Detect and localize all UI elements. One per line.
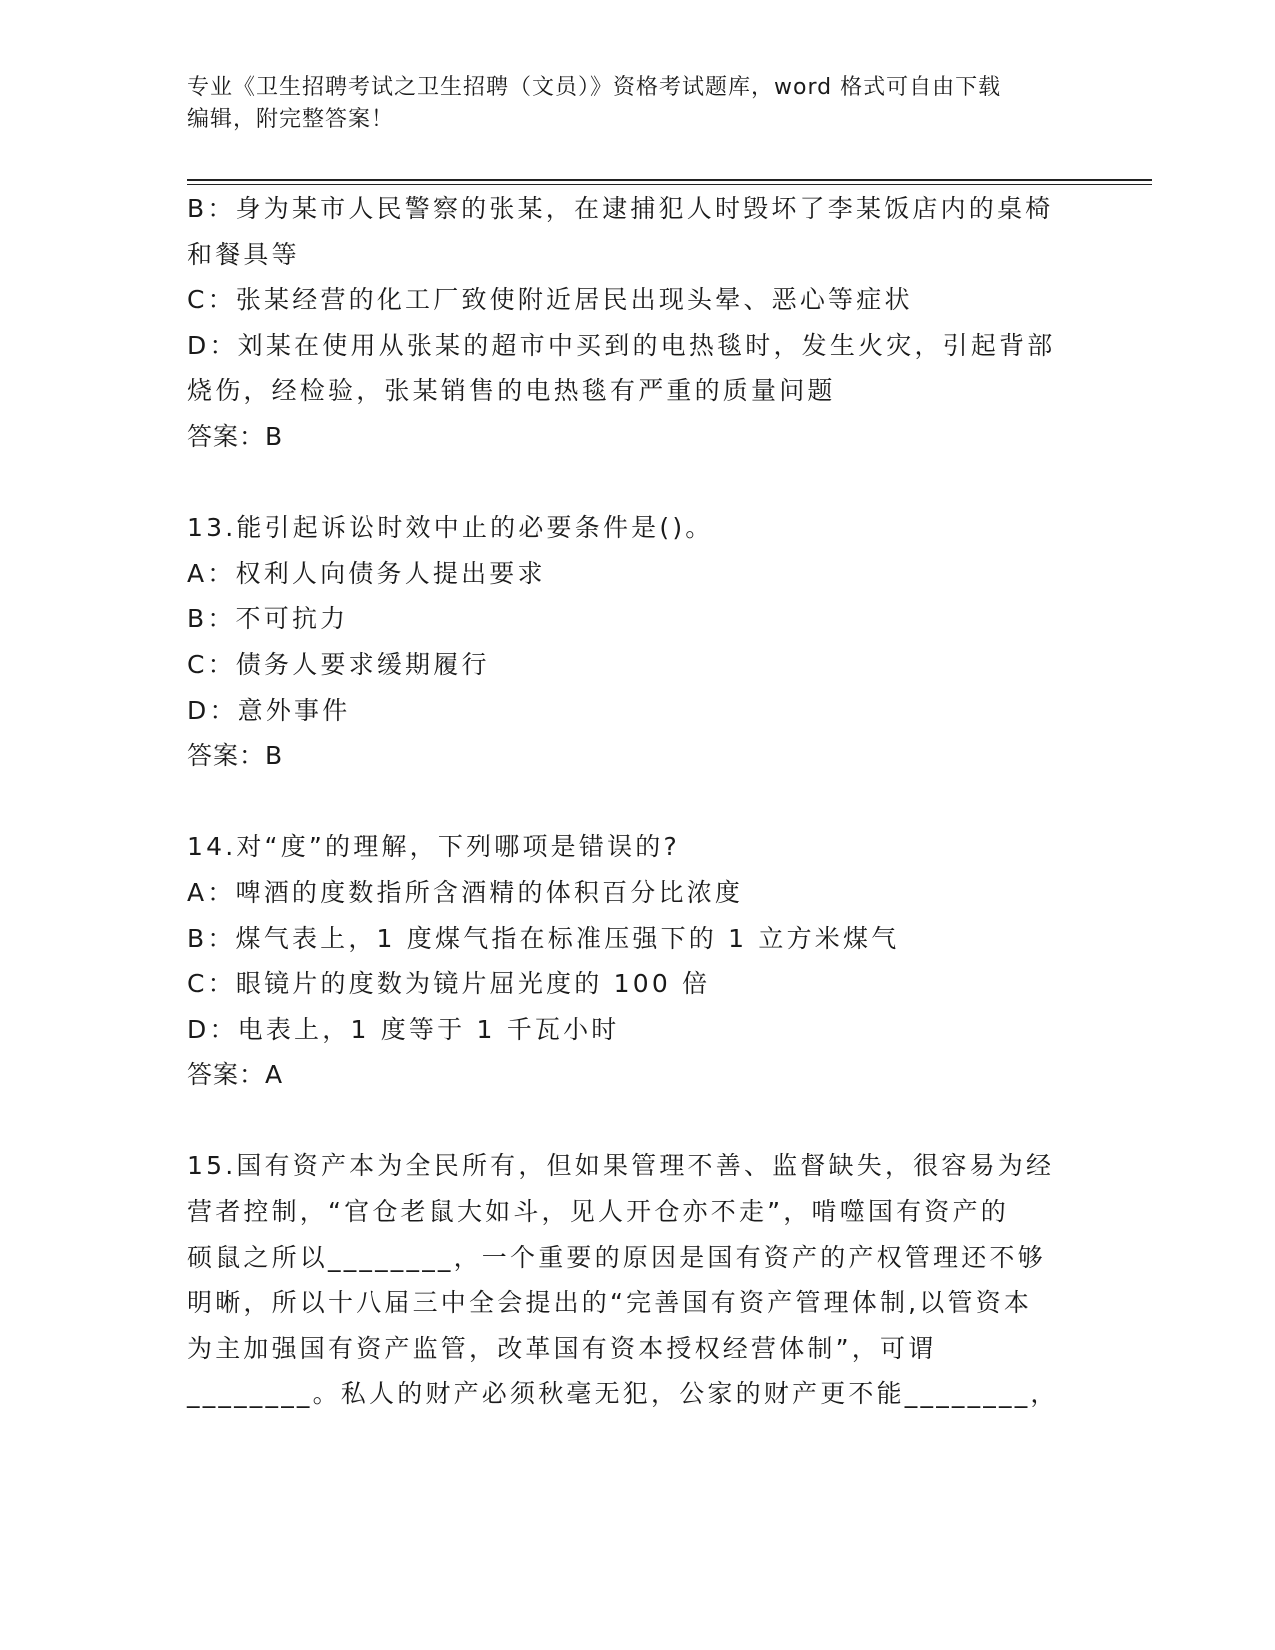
- header-line-2: 编辑，附完整答案！: [187, 107, 395, 132]
- spacer: [187, 460, 1087, 506]
- question-content: [187, 186, 1087, 1417]
- answer: 答案：B: [187, 421, 284, 451]
- option-a: A：啤酒的度数指所含酒精的体积百分比浓度: [187, 877, 744, 907]
- question-stem-line-5: 为主加强国有资产监管，改革国有资本授权经营体制”，可谓: [187, 1333, 937, 1363]
- spacer: [187, 779, 1087, 825]
- header-divider-thick: [187, 179, 1152, 181]
- option-b-line-1: B：身为某市人民警察的张某，在逮捕犯人时毁坏了李某饭店内的桌椅: [187, 194, 1054, 223]
- page-header: [187, 72, 1067, 136]
- question-stem: 14.对“度”的理解，下列哪项是错误的?: [187, 832, 680, 862]
- option-a: A：权利人向债务人提出要求: [187, 558, 546, 588]
- question-stem-line-2: 营者控制，“官仓老鼠大如斗，见人开仓亦不走”，啃噬国有资产的: [187, 1197, 1009, 1227]
- option-c: C：眼镜片的度数为镜片屈光度的 100 倍: [187, 969, 711, 999]
- option-b: B：不可抗力: [187, 604, 349, 634]
- option-b-line-2: 和餐具等: [187, 239, 300, 269]
- answer: 答案：B: [187, 741, 284, 771]
- option-d: D：电表上，1 度等于 1 千瓦小时: [187, 1014, 620, 1044]
- option-d: D：意外事件: [187, 695, 351, 725]
- question-stem-line-1: 15.国有资产本为全民所有，但如果管理不善、监督缺失，很容易为经: [187, 1151, 1055, 1181]
- option-c: C：债务人要求缓期履行: [187, 649, 490, 679]
- option-d-line-2: 烧伤，经检验，张某销售的电热毯有严重的质量问题: [187, 376, 836, 406]
- header-divider-thin: [187, 184, 1152, 185]
- question-12-tail: [187, 186, 1087, 460]
- question-14: [187, 824, 1087, 1098]
- option-b: B：煤气表上，1 度煤气指在标准压强下的 1 立方米煤气: [187, 923, 900, 953]
- question-stem: 13.能引起诉讼时效中止的必要条件是()。: [187, 513, 714, 543]
- option-c: C：张某经营的化工厂致使附近居民出现头晕、恶心等症状: [187, 285, 913, 315]
- option-d-line-1: D：刘某在使用从张某的超市中买到的电热毯时，发生火灾，引起背部: [187, 330, 1056, 360]
- spacer: [187, 1098, 1087, 1144]
- question-13: [187, 505, 1087, 779]
- question-15: [187, 1143, 1087, 1417]
- question-stem-line-6: ________。私人的财产必须秋毫无犯，公家的财产更不能________，: [187, 1379, 1059, 1409]
- answer: 答案：A: [187, 1060, 284, 1090]
- header-line-1: 专业《卫生招聘考试之卫生招聘（文员）》资格考试题库，word 格式可自由下载: [187, 75, 1002, 100]
- question-stem-line-3: 硕鼠之所以________，一个重要的原因是国有资产的产权管理还不够: [187, 1242, 1046, 1272]
- question-stem-line-4: 明晰，所以十八届三中全会提出的“完善国有资产管理体制,以管资本: [187, 1288, 1033, 1318]
